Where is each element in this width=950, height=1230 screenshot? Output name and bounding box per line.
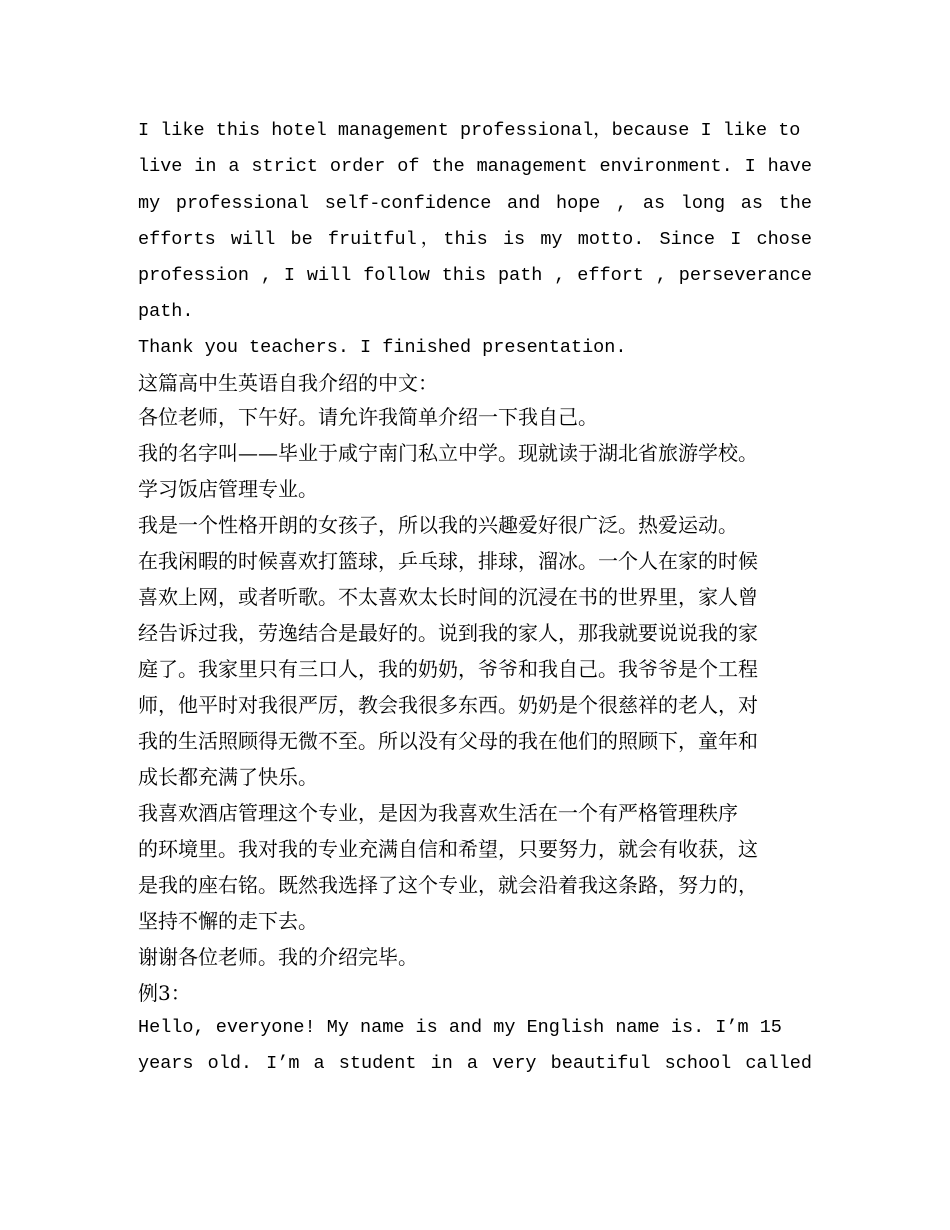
text-line: 是我的座右铭。既然我选择了这个专业，就会沿着我这条路，努力的， bbox=[138, 873, 758, 897]
text-line: live in a strict order of the management environment. I have bbox=[138, 156, 812, 177]
text-line: 喜欢上网，或者听歌。不太喜欢太长时间的沉浸在书的世界里，家人曾 bbox=[138, 585, 758, 609]
text-line: 师，他平时对我很严厉，教会我很多东西。奶奶是个很慈祥的老人，对 bbox=[138, 693, 758, 717]
text-line: 这篇高中生英语自我介绍的中文： bbox=[138, 371, 438, 395]
text-line: 坚持不懈的走下去。 bbox=[138, 909, 318, 933]
text-line: I like this hotel management professional，because I like to bbox=[138, 120, 801, 141]
text-line: 的环境里。我对我的专业充满自信和希望，只要努力，就会有收获，这 bbox=[138, 837, 758, 861]
text-line: 我的名字叫——毕业于咸宁南门私立中学。现就读于湖北省旅游学校。 bbox=[138, 441, 758, 465]
text-line: 例3： bbox=[138, 981, 191, 1005]
text-line: 庭了。我家里只有三口人，我的奶奶，爷爷和我自己。我爷爷是个工程 bbox=[138, 657, 758, 681]
text-line: 各位老师，下午好。请允许我简单介绍一下我自己。 bbox=[138, 405, 598, 429]
text-line: 在我闲暇的时候喜欢打篮球，乒乓球，排球，溜冰。一个人在家的时候 bbox=[138, 549, 758, 573]
text-line: 经告诉过我，劳逸结合是最好的。说到我的家人，那我就要说说我的家 bbox=[138, 621, 758, 645]
text-line: profession , I will follow this path , effort , perseverance bbox=[138, 265, 812, 286]
text-line: 成长都充满了快乐。 bbox=[138, 765, 318, 789]
text-line: years old. I’m a student in a very beautiful school called bbox=[138, 1053, 812, 1074]
text-line: 学习饭店管理专业。 bbox=[138, 477, 318, 501]
text-line: efforts will be fruitful，this is my motto. Since I chose bbox=[138, 229, 812, 250]
text-line: Thank you teachers. I finished presentation. bbox=[138, 337, 627, 358]
text-line: 我的生活照顾得无微不至。所以没有父母的我在他们的照顾下，童年和 bbox=[138, 729, 758, 753]
text-line: path. bbox=[138, 301, 194, 322]
text-line: 我是一个性格开朗的女孩子，所以我的兴趣爱好很广泛。热爱运动。 bbox=[138, 513, 738, 537]
text-line: 谢谢各位老师。我的介绍完毕。 bbox=[138, 945, 418, 969]
text-line: 我喜欢酒店管理这个专业，是因为我喜欢生活在一个有严格管理秩序 bbox=[138, 801, 738, 825]
text-line: my professional self-confidence and hope , as long as the bbox=[138, 193, 812, 214]
text-line: Hello, everyone! My name is and my English name is. I’m 15 bbox=[138, 1017, 782, 1038]
